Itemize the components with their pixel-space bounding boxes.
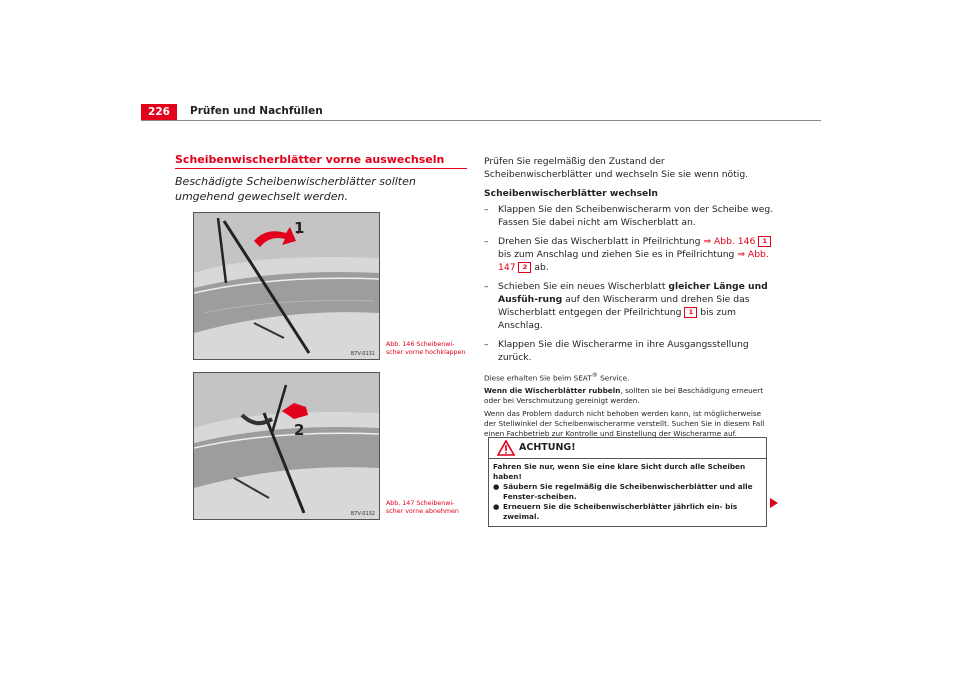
page-number: 226 xyxy=(141,104,177,120)
figure-code: B7V-0132 xyxy=(350,511,375,517)
dash-bullet: – xyxy=(484,236,489,247)
callout-marker-1: 1 xyxy=(758,236,771,247)
figure-marker-2: 2 xyxy=(294,421,305,439)
figure-146-wiper-raise xyxy=(193,212,380,360)
list-item xyxy=(484,338,774,364)
wiper-remove-illustration xyxy=(194,373,379,519)
bullet-dot-icon: ● xyxy=(493,502,500,511)
dash-bullet: – xyxy=(484,204,489,215)
dash-bullet: – xyxy=(484,339,489,350)
figure-marker-1: 1 xyxy=(294,219,305,237)
step-3-text: auf den Wischerarm und drehen Sie das Wischerblatt entgegen der Pfeilrichtung xyxy=(498,294,750,318)
list-item xyxy=(484,235,774,274)
list-item xyxy=(484,203,774,229)
intro-paragraph: Prüfen Sie regelmäßig den Zustand der Scheibenwischerblätter und wechseln Sie sie wenn nötig. xyxy=(484,156,749,180)
callout-marker-1: 1 xyxy=(684,307,697,318)
wiper-raise-illustration xyxy=(194,213,379,359)
warning-bullet-text: Erneuern Sie die Scheibenwischerblätter jährlich ein- bis zweimal. xyxy=(503,502,738,521)
step-3-emphasis: gleicher Länge und Ausfüh-rung xyxy=(498,281,768,305)
figure-147-caption: Abb. 147 Scheibenwi-scher vorne abnehmen xyxy=(386,500,459,515)
step-4-text: Klappen Sie die Wischerarme in ihre Ausgangsstellung zurück. xyxy=(498,339,749,363)
list-item xyxy=(493,502,762,522)
step-3-text: bis zum Anschlag. xyxy=(498,307,736,331)
step-2-text: bis zum Anschlag und ziehen Sie es in Pfeilrichtung xyxy=(498,249,738,260)
warning-triangle-icon xyxy=(497,440,515,456)
service-note xyxy=(484,371,774,383)
service-note-text: Diese erhalten Sie beim SEAT xyxy=(484,373,592,383)
warning-box xyxy=(488,437,767,527)
warning-bullet-text: Säubern Sie regelmäßig die Scheibenwischerblätter und alle Fenster-scheiben. xyxy=(503,482,753,501)
step-3-text: Schieben Sie ein neues Wischerblatt xyxy=(498,281,669,292)
bullet-dot-icon: ● xyxy=(493,482,500,491)
rubbeln-emphasis: Wenn die Wischerblätter rubbeln xyxy=(484,386,621,396)
list-item xyxy=(493,482,762,502)
instructions-column xyxy=(484,155,774,439)
warning-title: ACHTUNG! xyxy=(519,442,576,453)
procedure-heading: Scheibenwischerblätter wechseln xyxy=(484,188,658,199)
warning-line: Fahren Sie nur, wenn Sie eine klare Sicht durch alle Scheiben haben! xyxy=(493,462,746,481)
rubbeln-paragraph xyxy=(484,386,774,406)
step-2-text: Drehen Sie das Wischerblatt in Pfeilrichtung xyxy=(498,236,704,247)
step-2-text: ab. xyxy=(531,262,549,273)
warning-body xyxy=(489,459,766,526)
step-1-text: Klappen Sie den Scheibenwischerarm von der Scheibe weg. Fassen Sie dabei nicht am Wischerblatt an. xyxy=(498,204,774,228)
page-header-title: Prüfen und Nachfüllen xyxy=(190,105,323,117)
problem-paragraph: Wenn das Problem dadurch nicht behoben werden kann, ist möglicherweise der Stellwinkel der Scheibenwischerarme verstellt. Suchen Sie in diesem Fall einen Fachbetrieb zur Kontrolle und Einstellung der Wischerarme auf. xyxy=(484,409,765,439)
header-divider xyxy=(141,120,821,121)
continue-arrow-icon xyxy=(770,498,778,508)
service-note-text: Service. xyxy=(597,373,630,383)
registered-mark: ® xyxy=(591,372,598,379)
section-divider xyxy=(175,168,467,169)
list-item xyxy=(484,280,774,332)
dash-bullet: – xyxy=(484,281,489,292)
section-title: Scheibenwischerblätter vorne auswechseln xyxy=(175,153,445,166)
section-subtitle: Beschädigte Scheibenwischerblätter sollten umgehend gewechselt werden. xyxy=(175,175,416,203)
rubbeln-text: , sollten sie bei Beschädigung erneuert oder bei Verschmutzung gereinigt werden. xyxy=(484,386,764,406)
figure-146-reference-link[interactable]: ⇒ Abb. 146 xyxy=(703,236,756,247)
figure-146-caption: Abb. 146 Scheibenwi-scher vorne hochklappen xyxy=(386,341,466,356)
warning-header xyxy=(489,438,766,459)
callout-marker-2: 2 xyxy=(518,262,531,273)
figure-147-reference-link[interactable]: ⇒ Abb. 147 xyxy=(498,249,769,273)
figure-147-wiper-remove xyxy=(193,372,380,520)
figure-code: B7V-0131 xyxy=(350,351,375,357)
